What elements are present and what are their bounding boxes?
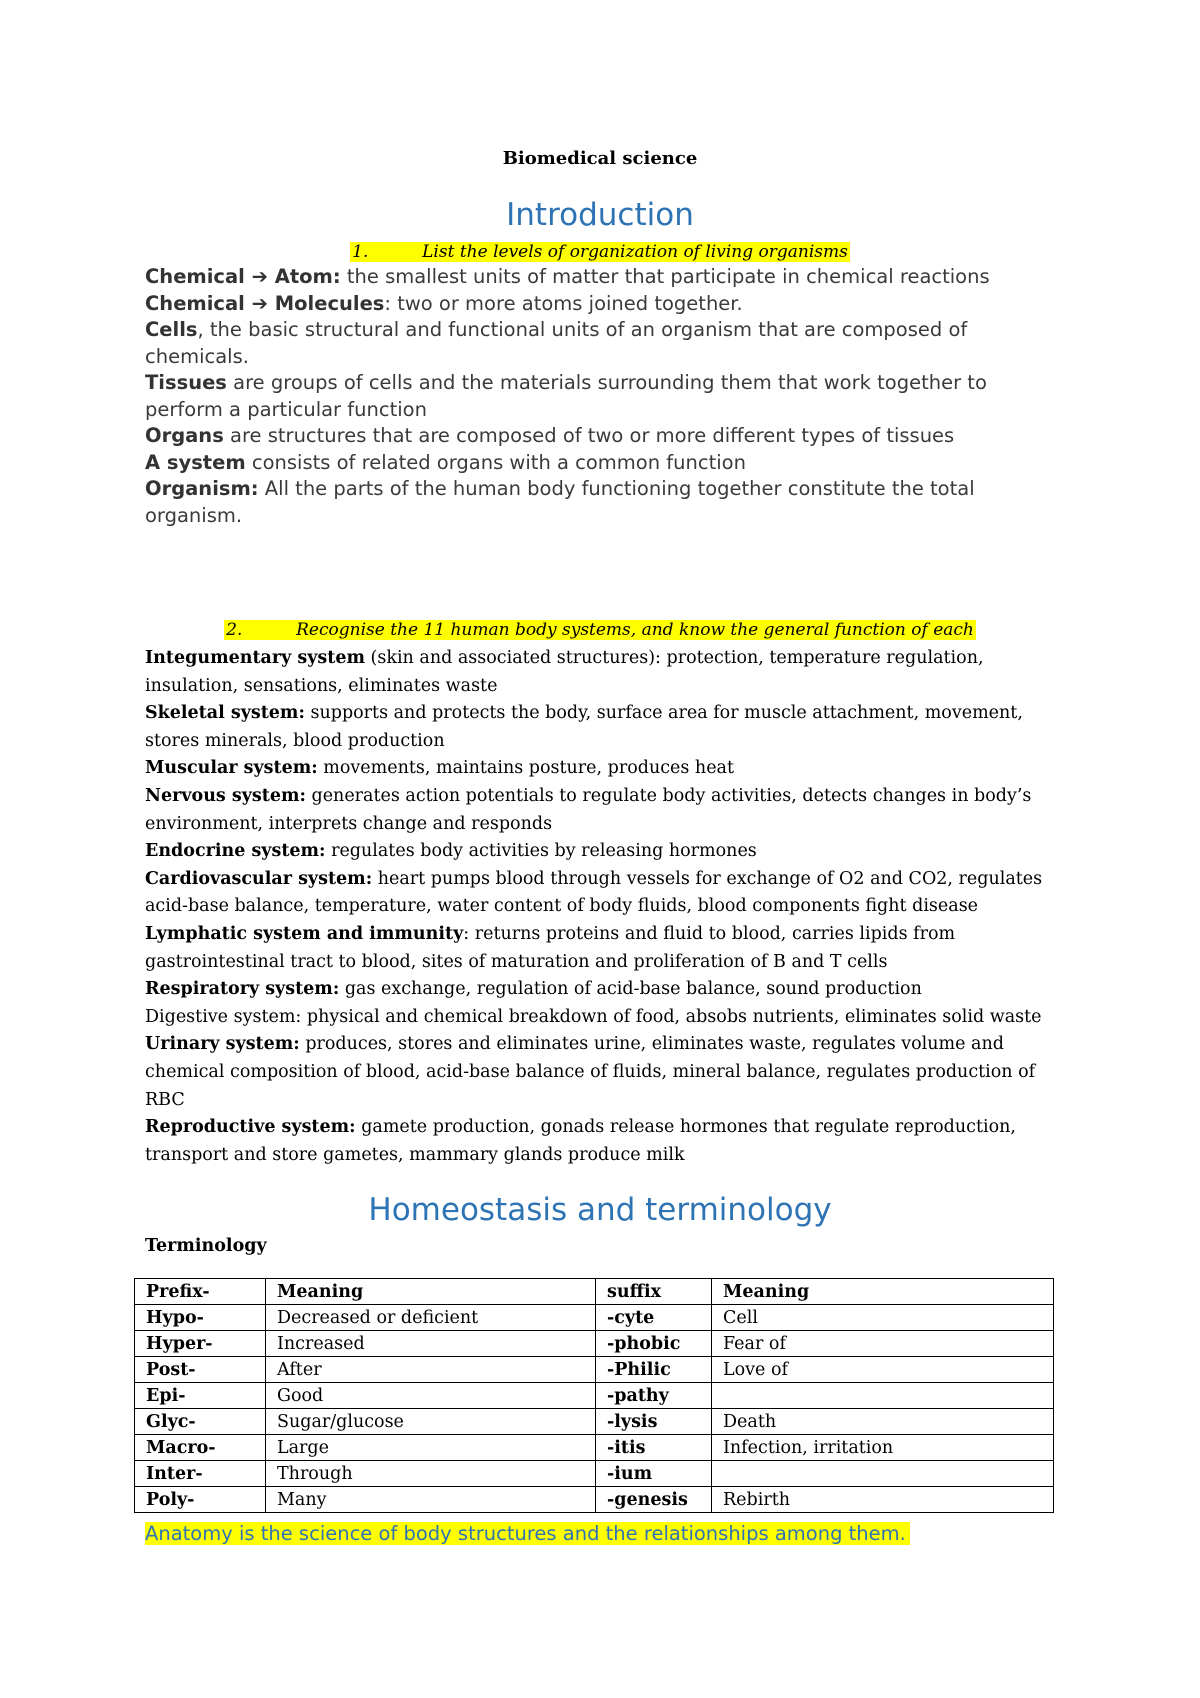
- table-cell: Poly-: [135, 1487, 266, 1513]
- organization-level-term: Organism:: [145, 477, 259, 500]
- terminology-table: [134, 1278, 1054, 1513]
- table-cell: Sugar/glucose: [266, 1409, 596, 1435]
- body-system-term: Lymphatic system and immunity: [145, 923, 464, 944]
- table-cell: Through: [266, 1461, 596, 1487]
- table-header-cell: Prefix-: [135, 1279, 266, 1305]
- organization-level: [145, 476, 1055, 529]
- table-cell: After: [266, 1357, 596, 1383]
- introduction-heading: Introduction: [506, 197, 694, 233]
- homeostasis-heading: Homeostasis and terminology: [368, 1192, 832, 1228]
- question-2-number: 2.: [226, 620, 243, 640]
- organization-level-term: Organs: [145, 424, 224, 447]
- table-cell: Good: [266, 1383, 596, 1409]
- body-system-term: Nervous system:: [145, 785, 306, 806]
- body-system-term: Respiratory system:: [145, 979, 340, 1000]
- table-cell: Large: [266, 1435, 596, 1461]
- body-system-text: (skin and associated structures): protection, temperature regulation, insulation, sensations, eliminates waste: [145, 648, 984, 696]
- question-1-text: List the levels of organization of living organisms: [422, 242, 848, 262]
- body-system: [145, 783, 1045, 838]
- table-cell: Hypo-: [135, 1305, 266, 1331]
- body-system-term: Cardiovascular system:: [145, 868, 373, 889]
- body-system-text: produces, stores and eliminates urine, eliminates waste, regulates volume and chemical composition of blood, acid-base balance of fluids, mineral balance, regulates production of RBC: [145, 1034, 1036, 1110]
- body-system-text: Digestive system: physical and chemical breakdown of food, absobs nutrients, eliminates solid waste: [145, 1006, 1042, 1027]
- organization-level: [145, 450, 1055, 477]
- table-row: [135, 1331, 1054, 1357]
- table-cell: Hyper-: [135, 1331, 266, 1357]
- organization-level: [145, 370, 1055, 423]
- table-row: [135, 1305, 1054, 1331]
- table-cell: Many: [266, 1487, 596, 1513]
- question-2-text: Recognise the 11 human body systems, and know the general function of each: [296, 620, 974, 640]
- table-cell: -cyte: [596, 1305, 712, 1331]
- table-cell: Decreased or deficient: [266, 1305, 596, 1331]
- table-row: [135, 1383, 1054, 1409]
- table-cell: Rebirth: [712, 1487, 1054, 1513]
- table-row: [135, 1487, 1054, 1513]
- organization-level: [145, 317, 1055, 370]
- organization-level-text: are structures that are composed of two or more different types of tissues: [223, 424, 955, 447]
- body-system-term: Endocrine system:: [145, 841, 326, 862]
- table-cell: Love of: [712, 1357, 1054, 1383]
- organization-level: [145, 423, 1055, 450]
- body-system: [145, 976, 1045, 1004]
- table-row: [135, 1409, 1054, 1435]
- table-cell: Fear of: [712, 1331, 1054, 1357]
- table-cell: -itis: [596, 1435, 712, 1461]
- table-header-cell: suffix: [596, 1279, 712, 1305]
- table-cell: Death: [712, 1409, 1054, 1435]
- organization-level: [145, 264, 1055, 291]
- table-cell: Inter-: [135, 1461, 266, 1487]
- table-cell: Epi-: [135, 1383, 266, 1409]
- organization-level-term: Chemical ➔ Atom:: [145, 265, 341, 288]
- table-row: [135, 1357, 1054, 1383]
- table-cell: Increased: [266, 1331, 596, 1357]
- table-cell: -phobic: [596, 1331, 712, 1357]
- body-system: [145, 1004, 1045, 1032]
- body-system-text: gas exchange, regulation of acid-base balance, sound production: [339, 979, 922, 1000]
- body-system-text: generates action potentials to regulate body activities, detects changes in body’s environment, interprets change and responds: [145, 785, 1032, 834]
- table-cell: Infection, irritation: [712, 1435, 1054, 1461]
- table-cell: Post-: [135, 1357, 266, 1383]
- body-system-text: regulates body activities by releasing hormones: [325, 841, 757, 862]
- organization-level-term: Tissues: [145, 371, 227, 394]
- question-2: [145, 620, 1055, 640]
- anatomy-note: Anatomy is the science of body structures and the relationships among them.: [145, 1522, 910, 1545]
- body-system-text: gamete production, gonads release hormones that regulate reproduction, transport and store gametes, mammary glands produce milk: [145, 1117, 1016, 1165]
- body-system: [145, 921, 1045, 976]
- table-cell: -ium: [596, 1461, 712, 1487]
- table-cell: Cell: [712, 1305, 1054, 1331]
- organization-level: [145, 291, 1055, 318]
- table-row: [135, 1461, 1054, 1487]
- table-cell: Macro-: [135, 1435, 266, 1461]
- table-cell: Glyc-: [135, 1409, 266, 1435]
- organization-level-text: : two or more atoms joined together.: [384, 291, 743, 315]
- table-cell: -lysis: [596, 1409, 712, 1435]
- organization-level-term: Chemical ➔ Molecules: [145, 291, 385, 315]
- table-cell: [712, 1461, 1054, 1487]
- table-cell: [712, 1383, 1054, 1409]
- body-system: [145, 1031, 1045, 1114]
- body-system: [145, 645, 1045, 700]
- table-header-cell: Meaning: [266, 1279, 596, 1305]
- organization-levels-list: [145, 264, 1055, 529]
- body-system: [145, 755, 1045, 783]
- organization-level-text: the smallest units of matter that participate in chemical reactions: [340, 265, 990, 288]
- table-row: [135, 1435, 1054, 1461]
- question-1: [145, 242, 1055, 262]
- organization-level-text: All the parts of the human body functioning together constitute the total organism.: [145, 477, 975, 527]
- body-system-text: heart pumps blood through vessels for exchange of O2 and CO2, regulates acid-base balance, temperature, water content of body fluids, blood components fight disease: [145, 868, 1043, 917]
- body-system-term: Reproductive system:: [145, 1117, 356, 1138]
- table-header-row: [135, 1279, 1054, 1305]
- table-cell: -genesis: [596, 1487, 712, 1513]
- body-system-term: Muscular system:: [145, 758, 318, 779]
- terminology-subheading: Terminology: [145, 1236, 267, 1256]
- body-system-text: supports and protects the body, surface area for muscle attachment, movement, stores minerals, blood production: [145, 703, 1023, 751]
- body-system-term: Urinary system:: [145, 1034, 300, 1055]
- body-system: [145, 700, 1045, 755]
- table-cell: -pathy: [596, 1383, 712, 1409]
- question-1-number: 1.: [352, 242, 369, 262]
- organization-level-text: are groups of cells and the materials surrounding them that work together to perform a particular function: [145, 371, 987, 421]
- body-system: [145, 866, 1045, 921]
- organization-level-term: A system: [145, 450, 246, 474]
- document-title: Biomedical science: [502, 148, 698, 169]
- body-system: [145, 1114, 1045, 1169]
- body-system-text: movements, maintains posture, produces heat: [317, 758, 735, 779]
- body-system-term: Skeletal system:: [145, 703, 305, 724]
- body-systems-list: [145, 645, 1045, 1169]
- organization-level-term: Cells: [145, 318, 198, 341]
- organization-level-text: consists of related organs with a common function: [245, 450, 746, 474]
- table-header-cell: Meaning: [712, 1279, 1054, 1305]
- table-cell: -Philic: [596, 1357, 712, 1383]
- organization-level-text: , the basic structural and functional units of an organism that are composed of chemicals.: [145, 318, 968, 368]
- body-system-text: : returns proteins and fluid to blood, carries lipids from gastrointestinal tract to blood, sites of maturation and proliferation of B and T cells: [145, 923, 956, 972]
- body-system: [145, 838, 1045, 866]
- body-system-term: Integumentary system: [145, 648, 365, 668]
